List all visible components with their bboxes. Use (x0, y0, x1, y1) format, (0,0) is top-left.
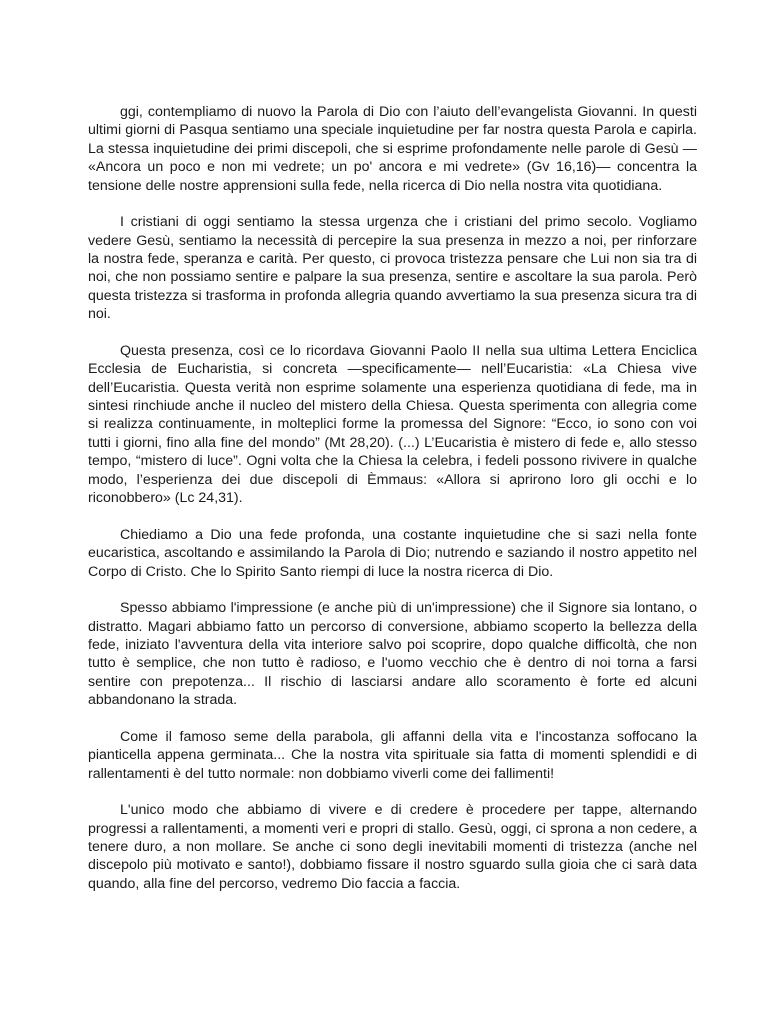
paragraph-7: L'unico modo che abbiamo di vivere e di credere è procedere per tappe, alternando progressi a rallentamenti, a momenti veri e propri di stallo. Gesù, oggi, ci sprona a non cedere, a tenere duro, a non mollare. Se anche ci sono degli inevitabili momenti di tristezza (anche nel discepolo più motivato e santo!), dobbiamo fissare il nostro sguardo sulla gioia che ci sarà data quando, alla fine del percorso, vedremo Dio faccia a faccia. (88, 802, 697, 892)
paragraph-1: ggi, contempliamo di nuovo la Parola di Dio con l’aiuto dell’evangelista Giovanni. In questi ultimi giorni di Pasqua sentiamo una speciale inquietudine per far nostra questa Parola e capirla. La stessa inquietudine dei primi discepoli, che si esprime profondamente nelle parole di Gesù — «Ancora un poco e non mi vedrete; un po' ancora e mi vedrete» (Gv 16,16)— concentra la tensione delle nostre apprensioni sulla fede, nella ricerca di Dio nella nostra vita quotidiana. (88, 104, 697, 194)
paragraph-2: I cristiani di oggi sentiamo la stessa urgenza che i cristiani del primo secolo. Vogliamo vedere Gesù, sentiamo la necessità di percepire la sua presenza in mezzo a noi, per rinforzare la nostra fede, speranza e carità. Per questo, ci provoca tristezza pensare che Lui non sia tra di noi, che non possiamo sentire e palpare la sua presenza, sentire e ascoltare la sua parola. Però questa tristezza si trasforma in profonda allegria quando avvertiamo la sua presenza sicura tra di noi. (88, 214, 697, 323)
paragraph-6: Come il famoso seme della parabola, gli affanni della vita e l'incostanza soffocano la pianticella appena germinata... Che la nostra vita spirituale sia fatta di momenti splendidi e di rallentamenti è del tutto normale: non dobbiamo viverli come dei fallimenti! (88, 728, 697, 782)
paragraph-4: Chiediamo a Dio una fede profonda, una costante inquietudine che si sazi nella fonte eucaristica, ascoltando e assimilando la Parola di Dio; nutrendo e saziando il nostro appetito nel Corpo di Cristo. Che lo Spirito Santo riempi di luce la nostra ricerca di Dio. (88, 526, 697, 580)
paragraph-5: Spesso abbiamo l'impressione (e anche più di un'impressione) che il Signore sia lontano, o distratto. Magari abbiamo fatto un percorso di conversione, abbiamo scoperto la bellezza della fede, iniziato l'avventura della vita interiore salvo poi scoprire, dopo qualche difficoltà, che non tutto è semplice, che non tutto è radioso, e l'uomo vecchio che è dentro di noi torna a farsi sentire con prepotenza... Il rischio di lasciarsi andare allo scoramento è forte ed alcuni abbandonano la strada. (88, 600, 697, 709)
paragraph-3: Questa presenza, così ce lo ricordava Giovanni Paolo II nella sua ultima Lettera Enciclica Ecclesia de Eucharistia, si concreta —specificamente— nell’Eucaristia: «La Chiesa vive dell’Eucaristia. Questa verità non esprime solamente una esperienza quotidiana di fede, ma in sintesi rinchiude anche il nucleo del mistero della Chiesa. Questa sperimenta con allegria come si realizza continuamente, in molteplici forme la promessa del Signore: “Ecco, io sono con voi tutti i giorni, fino alla fine del mondo” (Mt 28,20). (...) L’Eucaristia è mistero di fede e, allo stesso tempo, “mistero di luce”. Ogni volta che la Chiesa la celebra, i fedeli possono rivivere in qualche modo, l’esperienza dei due discepoli di Èmmaus: «Allora si aprirono loro gli occhi e lo riconobbero» (Lc 24,31). (88, 342, 697, 507)
document-page (88, 103, 697, 911)
